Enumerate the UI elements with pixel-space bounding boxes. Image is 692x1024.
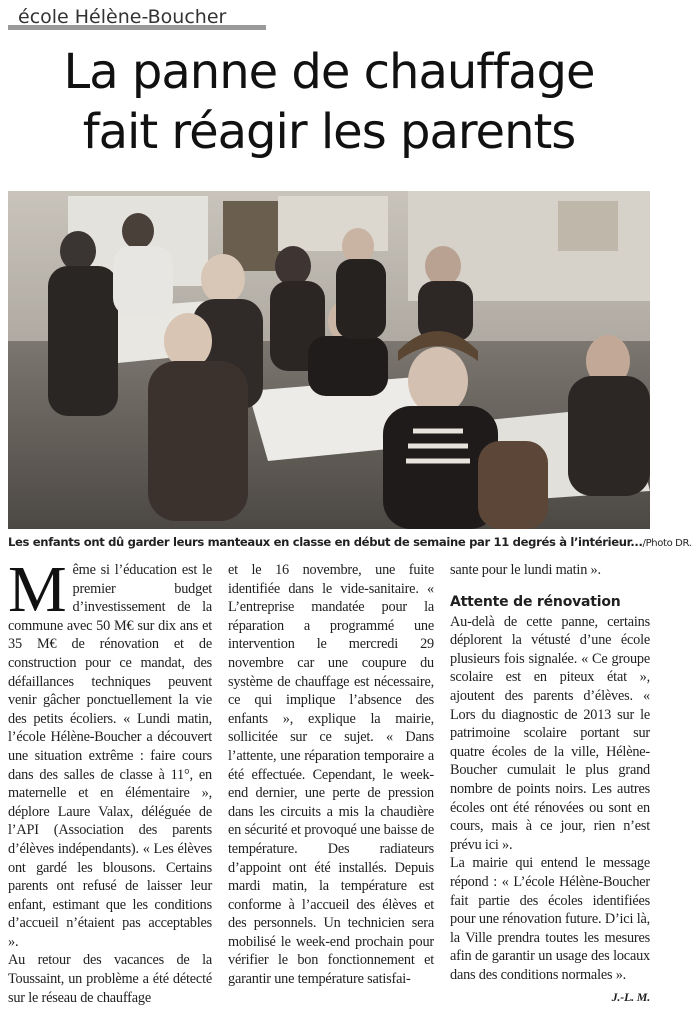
article-column-2 [228,561,434,989]
article-paragraph: Au-delà de cette panne, certains déplorent la vétusté d’une école plusieurs fois signalée. « Ce groupe scolaire est en piteux état », ajoutent des parents d’élèves. « Lors du diagnostic de 2013 sur le patrimoine scolaire portant sur quatre écoles de la ville, Hélène-Boucher cumulait le plus grand nombre de points noirs. Les autres écoles ont été rénovées ou sont en cours, mais à ce jour, rien n’est prévu ici ». [450,613,650,853]
subheading: Attente de rénovation [450,593,621,610]
article-paragraph: La mairie qui entend le message répond : « L’école Hélène-Boucher fait partie des écoles identifiées pour une rénovation future. D’ici là, la Ville prendra toutes les mesures afin de garantir un usage des locaux dans des conditions normales ». [450,855,650,983]
photo-credit: /Photo DR. [642,538,692,549]
article-column-1 [8,553,212,1007]
dropcap: M [8,553,67,626]
headline-line-1: La panne de chauffage [63,44,595,100]
classroom-photo [8,191,650,529]
article-paragraph: sante pour le lundi matin ». [450,562,601,578]
caption-text: Les enfants ont dû garder leurs manteaux en classe en début de semaine par 11 degrés à l’intérieur... [8,535,643,549]
article-text: ême si l’éducation est le premier budget d’investissement de la commune avec 50 M€ sur dix ans et 35 M€ de rénovation et de construction pour ce mandat, des défaillances techniques peuvent venir gâcher ponctuellement la vie des petits écoliers. « Lundi matin, l’école Hélène-Boucher a découvert une situation extrême : faire cours dans des salles de classe à 11°, en maternelle et en élémentaire », déplore Laure Valax, déléguée de l’API (Association des parents d’élèves indépendants). « Les élèves ont gardé les blousons. Certains parents ont refusé de laisser leur enfant, estimant que les conditions d’accueil n’étaient pas acceptables ». [8,562,212,950]
section-kicker: école Hélène-Boucher [8,6,266,30]
headline [0,42,658,162]
author-signature: J.-L. M. [611,990,650,1005]
photo-caption [8,535,692,549]
article-paragraph: et le 16 novembre, une fuite identifiée dans le vide-sanitaire. « L’entreprise mandatée pour la réparation a programmé une intervention le mercredi 29 novembre car une coupure du système de chauffage est nécessaire, ce qui implique l’absence des enfants », explique la mairie, sollicitée sur ce sujet. « Dans l’attente, une réparation temporaire a été effectuée. Cependant, le week-end dernier, une perte de pression dans les circuits a mis la chaudière en sécurité et provoqué une baisse de température. Des radiateurs d’appoint ont été installés. Depuis mardi matin, la température est conforme à l’accueil des élèves et des personnels. Un technicien sera mobilisé le week-end prochain pour vérifier le bon fonctionnement et garantir une température satisfai- [228,562,434,988]
classroom-photo-illustration [8,191,650,529]
article-paragraph: Au retour des vacances de la Toussaint, un problème a été détecté sur le réseau de chauffage [8,952,212,1006]
headline-line-2: fait réagir les parents [82,104,576,160]
article-paragraph [8,553,212,951]
article-column-3 [450,561,650,1007]
